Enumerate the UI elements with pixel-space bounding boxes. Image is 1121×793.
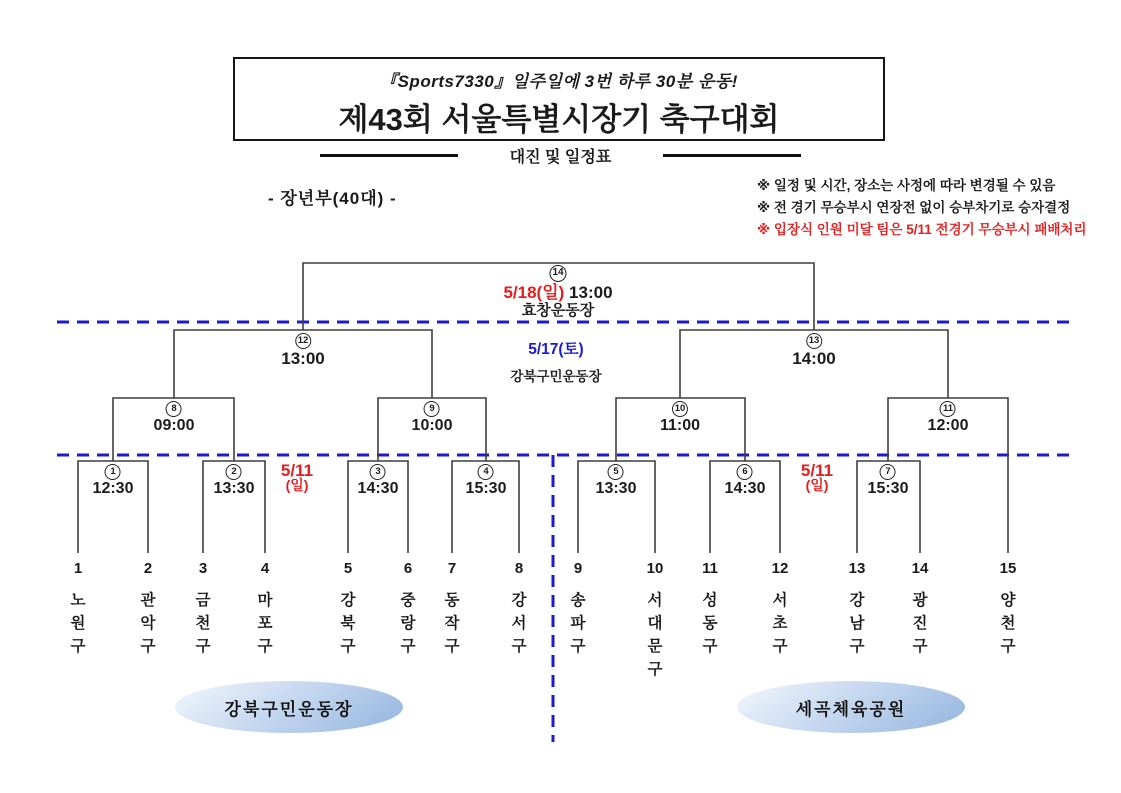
final-time: 13:00: [569, 282, 613, 302]
match-label: [660, 399, 700, 435]
circled-match-number: 2: [226, 464, 242, 480]
match-label: [868, 462, 909, 498]
team-number: 13: [848, 560, 866, 577]
match-time: 10:00: [411, 416, 453, 434]
semifinal-note: [510, 337, 601, 385]
team-name: 서 초 구: [772, 592, 788, 655]
page-subtitle: 대진 및 일정표: [509, 149, 612, 166]
tournament-note: ※ 입장식 인원 미달 팀은 5/11 전경기 무승부시 패배처리: [757, 222, 1087, 237]
team-number: 3: [198, 560, 208, 577]
match-time: 13:30: [213, 479, 255, 497]
circled-match-number: 7: [880, 464, 896, 480]
match-time: 09:00: [153, 416, 195, 434]
team-name: 성 동 구: [702, 592, 718, 655]
subtitle-rule-right: [663, 154, 801, 157]
notes-block: [757, 175, 1117, 241]
match-label: [281, 331, 324, 368]
match-label: [792, 331, 835, 368]
match-label: [466, 462, 507, 498]
circled-match-number: 12: [295, 333, 311, 349]
team-name: 동 작 구: [444, 592, 460, 655]
team-number: 5: [343, 560, 353, 577]
team-name: 마 포 구: [257, 592, 273, 655]
team-name: 광 진 구: [912, 592, 928, 655]
circled-match-number: 6: [737, 464, 753, 480]
final-venue: 효창운동장: [521, 302, 595, 320]
division-label: - 장년부(40대) -: [268, 189, 397, 208]
date-text: 5/11: [280, 461, 314, 480]
match-time: 14:00: [792, 348, 836, 368]
circled-match-number: 1: [105, 464, 121, 480]
tournament-slogan: 『Sports7330』일주일에 3번 하루 30분 운동!: [380, 72, 738, 91]
match-time: 12:00: [927, 416, 969, 434]
team-number: 9: [573, 560, 583, 577]
team-number: 2: [143, 560, 153, 577]
match-label: [214, 462, 255, 498]
subtitle-row: [0, 144, 1121, 167]
circled-match-number: 9: [424, 401, 440, 417]
round1-date-label: [801, 462, 833, 492]
team-number: 12: [771, 560, 789, 577]
circled-match-number: 10: [672, 401, 688, 417]
match-label: [725, 462, 766, 498]
tournament-note: ※ 일정 및 시간, 장소는 사정에 따라 변경될 수 있음: [757, 178, 1056, 193]
match-time: 12:30: [92, 479, 134, 497]
team-number: 15: [999, 560, 1017, 577]
team-number: 6: [403, 560, 413, 577]
date-text: 5/11: [800, 461, 834, 480]
team-number: 4: [260, 560, 270, 577]
circled-match-number: 13: [806, 333, 822, 349]
circled-match-number: 11: [940, 401, 956, 417]
team-name: 강 서 구: [511, 592, 527, 655]
match-label: [412, 399, 453, 435]
match-time: 11:00: [659, 416, 701, 434]
match-time: 14:30: [724, 479, 766, 497]
team-number: 11: [702, 560, 718, 577]
team-number: 7: [447, 560, 457, 577]
venue-oval: 강북구민운동장: [175, 681, 403, 733]
tournament-title: 제43회 서울특별시장기 축구대회: [338, 102, 780, 137]
team-name: 강 남 구: [849, 592, 865, 655]
match-time: 13:30: [595, 479, 637, 497]
day-text: (일): [285, 477, 309, 493]
team-number: 8: [514, 560, 524, 577]
match-time: 13:00: [281, 348, 325, 368]
circled-match-number: 5: [608, 464, 624, 480]
circled-match-number: 14: [550, 265, 567, 282]
semifinal-date: 5/17(토): [528, 341, 584, 358]
match-label: [596, 462, 637, 498]
circled-match-number: 3: [370, 464, 386, 480]
team-name: 중 랑 구: [400, 592, 416, 655]
circled-match-number: 8: [166, 401, 182, 417]
semifinal-venue: 강북구민운동장: [510, 369, 602, 384]
subtitle-rule-left: [320, 154, 458, 157]
match-label: [154, 399, 195, 435]
final-date: 5/18(일): [503, 282, 565, 302]
match-label: [93, 462, 134, 498]
round1-date-label: [281, 462, 313, 492]
team-name: 금 천 구: [195, 592, 211, 655]
match-time: 14:30: [357, 479, 399, 497]
venue-oval: 세곡체육공원: [737, 681, 965, 733]
team-name: 노 원 구: [70, 592, 86, 655]
match-time: 15:30: [465, 479, 507, 497]
match-label: [358, 462, 399, 498]
final-datetime: [503, 284, 612, 302]
team-name: 송 파 구: [570, 592, 586, 655]
team-name: 강 북 구: [340, 592, 356, 655]
day-text: (일): [805, 477, 829, 493]
team-name: 양 천 구: [1000, 592, 1016, 655]
team-name: 관 악 구: [140, 592, 156, 655]
team-name: 서 대 문 구: [647, 592, 663, 678]
match-time: 15:30: [867, 479, 909, 497]
circled-match-number: 4: [478, 464, 494, 480]
tournament-note: ※ 전 경기 무승부시 연장전 없이 승부차기로 승자결정: [757, 200, 1071, 215]
team-number: 14: [911, 560, 929, 577]
team-number: 10: [646, 560, 664, 577]
team-number: 1: [73, 560, 83, 577]
title-box: [233, 57, 885, 141]
match-label: [928, 399, 969, 435]
final-match-label: [503, 263, 612, 319]
